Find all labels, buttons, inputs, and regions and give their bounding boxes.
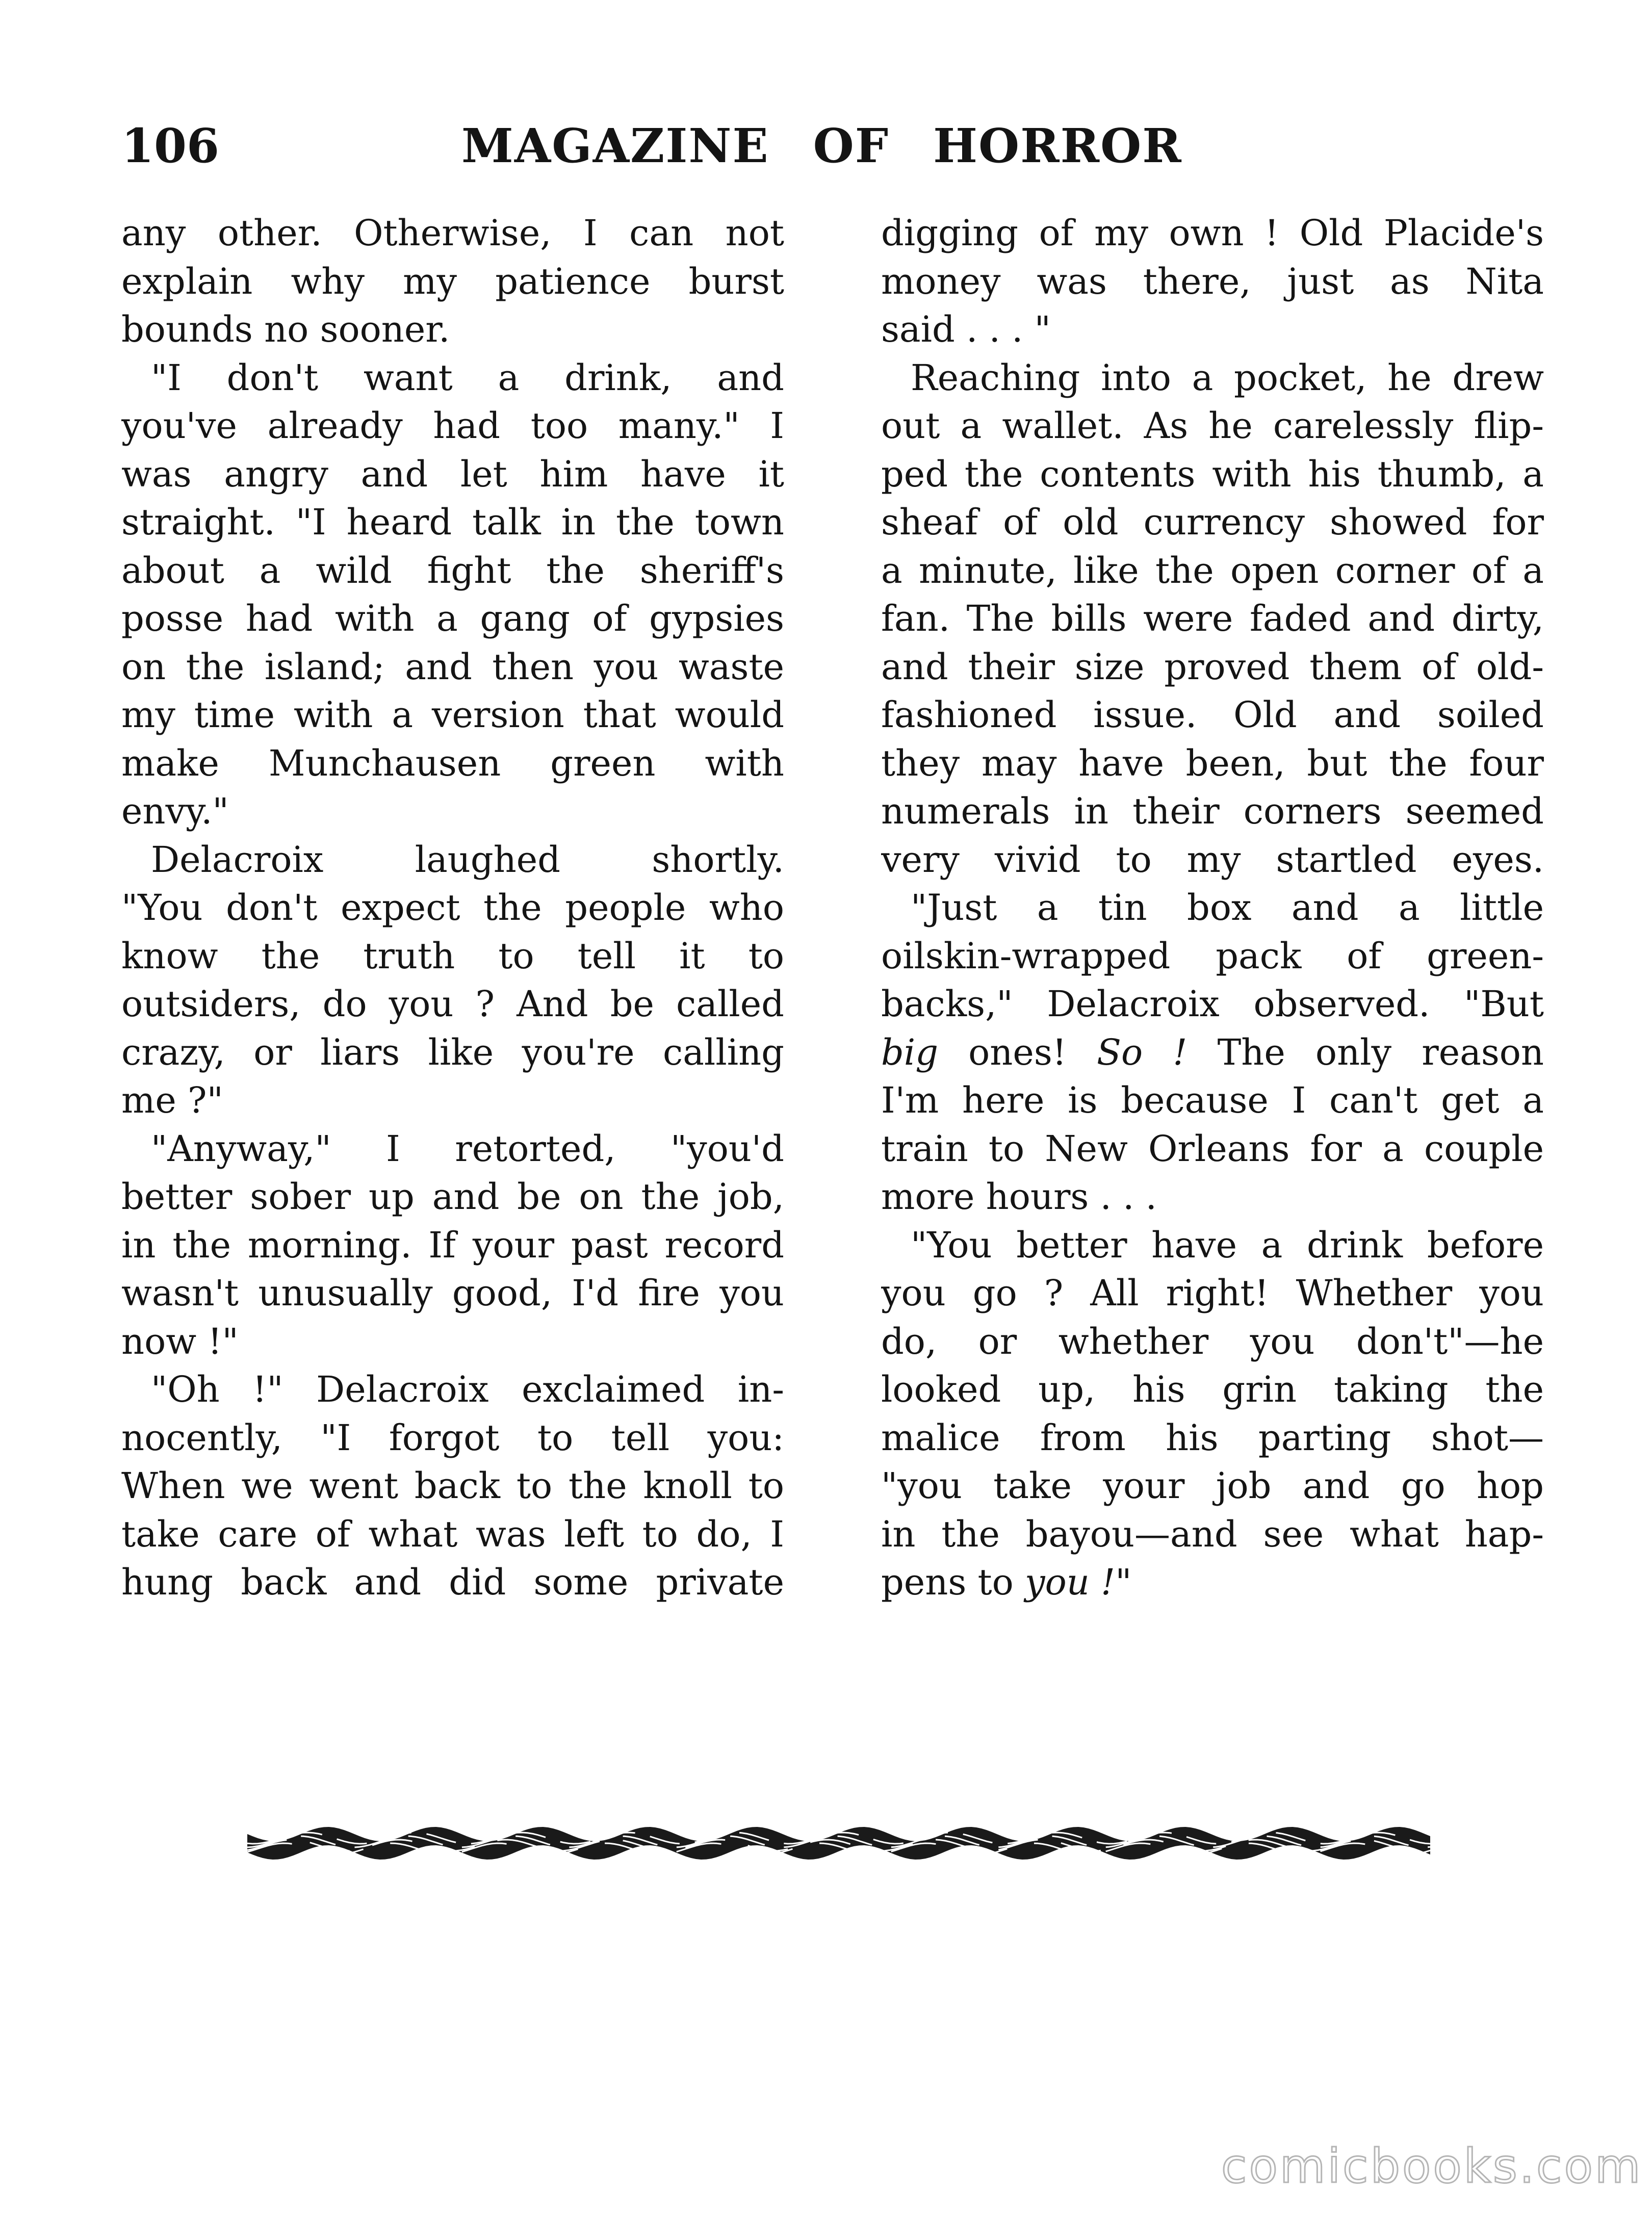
text-segment: ones! (938, 1031, 1097, 1073)
text-line: better sober up and be on the job, (121, 1176, 784, 1218)
text-line: out a wallet. As he carelessly flip- (881, 405, 1544, 447)
text-line: When we went back to the knoll to (121, 1465, 784, 1507)
text-line: and their size proved them of old- (881, 646, 1544, 688)
text-line: explain why my patience burst (121, 260, 784, 302)
text-line: hung back and did some private (121, 1561, 784, 1603)
text-line: very vivid to my startled eyes. (881, 838, 1544, 881)
text-line: "Just a tin box and a little (911, 887, 1544, 929)
text-line: posse had with a gang of gypsies (121, 598, 784, 639)
text-line: backs," Delacroix observed. "But (881, 983, 1544, 1025)
italic-text: So ! (1097, 1031, 1188, 1073)
text-line: "Anyway," I retorted, "you'd (151, 1127, 784, 1170)
text-line (881, 1558, 1544, 1607)
text-line: I'm here is because I can't get a (881, 1079, 1544, 1121)
text-line: they may have been, but the four (881, 742, 1544, 784)
left-column (121, 209, 784, 1607)
right-column (881, 209, 1544, 1607)
text-line: do, or whether you don't"—he (881, 1320, 1544, 1362)
text-line: in the bayou—and see what hap- (881, 1513, 1544, 1555)
text-line: "You don't expect the people who (121, 887, 784, 929)
text-line: Reaching into a pocket, he drew (911, 356, 1544, 399)
text-line: numerals in their corners seemed (881, 790, 1544, 832)
text-line: you've already had too many." I (121, 405, 784, 447)
text-line: outsiders, do you ? And be called (121, 983, 784, 1025)
wavy-ornament-divider (247, 1823, 1430, 1864)
text-line: malice from his parting shot— (881, 1416, 1544, 1459)
text-line: "Oh !" Delacroix exclaimed in- (151, 1369, 784, 1410)
italic-text: big (881, 1031, 939, 1073)
text-line: was angry and let him have it (121, 453, 784, 495)
text-line: straight. "I heard talk in the town (121, 501, 784, 543)
text-line: envy." (121, 790, 229, 832)
text-line: fashioned issue. Old and soiled (881, 694, 1544, 736)
text-line (881, 1028, 1544, 1077)
text-segment: " (1115, 1561, 1132, 1603)
text-line: digging of my own ! Old Placide's (881, 212, 1544, 254)
text-line: looked up, his grin taking the (881, 1369, 1544, 1410)
text-line: me ?" (121, 1079, 223, 1121)
text-line: my time with a version that would (121, 694, 784, 736)
text-line: you go ? All right! Whether you (881, 1272, 1544, 1314)
text-line: about a wild fight the sheriff's (121, 549, 784, 591)
page-number: 106 (121, 118, 220, 173)
text-line: "You better have a drink before (911, 1224, 1544, 1266)
text-line: a minute, like the open corner of a (881, 549, 1544, 591)
text-line: on the island; and then you waste (121, 646, 784, 688)
text-line: more hours . . . (881, 1176, 1157, 1218)
text-line: said . . . " (881, 308, 1051, 350)
text-line: nocently, "I forgot to tell you: (121, 1416, 784, 1459)
text-line: take care of what was left to do, I (121, 1513, 784, 1555)
watermark: comicbooks.com (1221, 2139, 1643, 2194)
text-segment: The only reason (1187, 1031, 1544, 1073)
text-line: in the morning. If your past record (121, 1224, 784, 1266)
text-line: bounds no sooner. (121, 308, 450, 350)
text-line: make Munchausen green with (121, 742, 784, 784)
text-line: wasn't unusually good, I'd fire you (121, 1272, 784, 1314)
text-line: now !" (121, 1320, 239, 1362)
text-line: Delacroix laughed shortly. (151, 838, 784, 881)
text-segment: pens to (881, 1561, 1025, 1603)
text-line: crazy, or liars like you're calling (121, 1031, 784, 1073)
text-line: know the truth to tell it to (121, 935, 784, 977)
running-head: MAGAZINE OF HORROR (461, 118, 1182, 173)
text-line: fan. The bills were faded and dirty, (881, 598, 1544, 639)
text-line: train to New Orleans for a couple (881, 1127, 1544, 1170)
text-line: sheaf of old currency showed for (881, 501, 1544, 543)
text-line: "I don't want a drink, and (151, 356, 784, 399)
text-line: money was there, just as Nita (881, 260, 1544, 302)
text-line: any other. Otherwise, I can not (121, 212, 784, 254)
text-line: ped the contents with his thumb, a (881, 453, 1544, 495)
italic-text: you ! (1025, 1561, 1116, 1603)
text-line: "you take your job and go hop (881, 1465, 1544, 1507)
text-line: oilskin-wrapped pack of green- (881, 935, 1544, 977)
